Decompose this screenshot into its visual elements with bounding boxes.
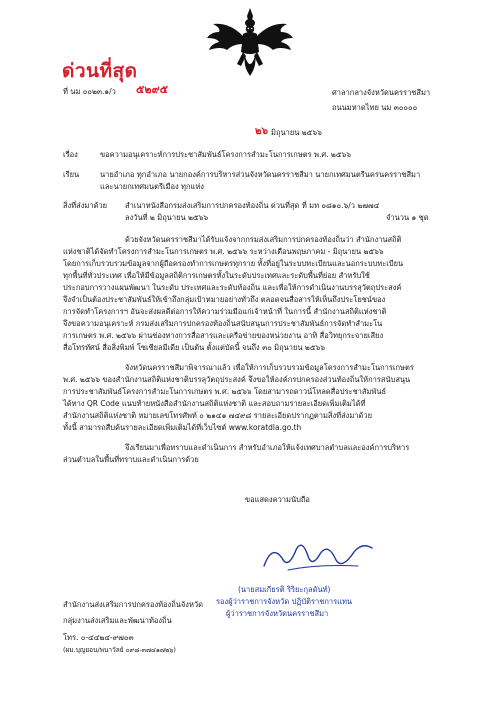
paragraph-line: พ.ศ. ๒๕๖๖ ของสำนักงานสถิติแห่งชาติบรรลุวัตถุประสงค์ จึงขอให้องค์กรปกครองส่วนท้องถิ่นให้การสนับสนุน xyxy=(63,375,411,384)
attachment-line-2: ลงวันที่ ๒ มิถุนายน ๒๕๖๖ xyxy=(125,213,209,222)
document-number: ที่ นม ๐๐๒๓.๑/ว xyxy=(63,87,116,96)
paragraph-line: ได้ทาง QR Code แนบท้ายหนังสือสำนักงานสถิติแห่งชาติ และสอบถามรายละเอียดเพิ่มเติมได้ที่ xyxy=(63,399,366,408)
paragraph-line: ทั้งนี้ สามารถสืบค้นรายละเอียดเพิ่มเติมได้ที่เว็บไซต์ www.koratdla.go.th xyxy=(63,423,302,432)
footer-office: สำนักงานส่งเสริมการปกครองท้องถิ่นจังหวัด xyxy=(63,600,203,609)
urgent-label: ด่วนที่สุด xyxy=(62,60,138,82)
attachment-label: สิ่งที่ส่งมาด้วย xyxy=(63,201,108,210)
paragraph-line: จึงขอความอนุเคราะห์ กรมส่งเสริมการปกครองท้องถิ่นสนับสนุนการประชาสัมพันธ์การจัดทำสำมะโน xyxy=(63,319,383,328)
closing-regards: ขอแสดงความนับถือ xyxy=(245,495,310,504)
date-day: ๒๖ xyxy=(255,126,268,137)
footer-phone: โทร. ๐-๔๔๒๔-๙๗๐๓ xyxy=(63,633,134,642)
paragraph-line: จึงจำเป็นต้องประชาสัมพันธ์ให้เข้าถึงกลุ่มเป้าหมายอย่างทั่วถึง ตลอดจนสื่อสารให้เห็นถึงประโยชน์ของ xyxy=(63,295,386,304)
paragraph-line: จึงเรียนมาเพื่อทราบและดำเนินการ สำหรับอำเภอให้แจ้งเทศบาลตำบลและองค์การบริหาร xyxy=(125,443,410,452)
date-month-year: มิถุนายน ๒๕๖๖ xyxy=(271,128,322,137)
subject-label: เรื่อง xyxy=(63,150,78,159)
paragraph-line: การเกษตร พ.ศ. ๒๕๖๖ ผ่านช่องทางการสื่อสารและเครือข่ายของหน่วยงาน อาทิ สื่อวิทยุกระจายเสียง xyxy=(63,331,384,340)
attachment-count: จำนวน ๑ ชุด xyxy=(386,213,429,222)
office-name: ศาลากลางจังหวัดนครราชสีมา xyxy=(332,88,431,97)
garuda-emblem-icon xyxy=(205,6,295,80)
recipient-label: เรียน xyxy=(63,170,80,179)
paragraph-line: ประกอบการวางแผนพัฒนา ในระดับ ประเทศและระดับท้องถิ่น และเพื่อให้การดำเนินงานบรรลุวัตถุประสงค์ xyxy=(63,283,402,292)
paragraph-line: โดยการเก็บรวบรวมข้อมูลจากผู้ถือครองทำการเกษตรทุกราย ทั้งที่อยู่ในระบบทะเบียนและนอกระบบทะเบียน xyxy=(63,259,404,268)
paragraph-line: สื่อโทรทัศน์ สื่อสิ่งพิมพ์ โซเชียลมีเดีย เป็นต้น ตั้งแต่บัดนี้ จนถึง ๓๐ มิถุนายน ๒๕๖๖ xyxy=(63,343,326,352)
document-number-handwritten: ๕๒๙๕ xyxy=(136,83,168,96)
paragraph-line: ด้วยจังหวัดนครราชสีมาได้รับแจ้งจากกรมส่งเสริมการปกครองท้องถิ่นว่า สำนักงานสถิติ xyxy=(125,235,402,244)
recipient-line-2: และนายกเทศมนตรีเมือง ทุกแห่ง xyxy=(100,182,204,191)
office-address: ถนนมหาดไทย นม ๓๐๐๐๐ xyxy=(332,103,418,112)
signer-title-1: รองผู้ว่าราชการจังหวัด ปฏิบัติราชการแทน xyxy=(216,597,353,606)
paragraph-line: การประชาสัมพันธ์โครงการสำมะโนการเกษตร พ.ศ. ๒๕๖๖ โดยสามารถดาวน์โหลดสื่อประชาสัมพันธ์ xyxy=(63,387,387,396)
recipient-line-1: นายอำเภอ ทุกอำเภอ นายกองค์การบริหารส่วนจังหวัดนครราชสีมา นายกเทศมนตรีนครนครราชสีมา xyxy=(100,170,421,179)
footer-group: กลุ่มงานส่งเสริมและพัฒนาท้องถิ่น xyxy=(63,616,172,625)
paragraph-line: ส่วนตำบลในพื้นที่ทราบและดำเนินการด้วย xyxy=(63,455,199,464)
paragraph-line: แห่งชาติได้จัดทำโครงการสำมะโนการเกษตร พ.ศ. ๒๕๖๖ ระหว่างเดือนพฤษภาคม - มิถุนายน ๒๕๖๖ xyxy=(63,247,384,256)
paragraph-line: การจัดทำโครงการฯ อันจะส่งผลดีต่อการให้ความร่วมมือแก่เจ้าหน้าที่ ในการนี้ สำนักงานสถิติแห่งชาติ xyxy=(63,307,387,316)
attachment-line-1: สำเนาหนังสือกรมส่งเสริมการปกครองท้องถิ่น ด่วนที่สุด ที่ มท ๐๘๑๐.๖/ว ๒๗๗๔ xyxy=(125,201,380,210)
paragraph-line: จังหวัดนครราชสีมาพิจารณาแล้ว เพื่อให้การเก็บรวบรวมข้อมูลโครงการสำมะโนการเกษตร xyxy=(125,363,414,372)
handwritten-signature-icon xyxy=(258,536,378,576)
subject-text: ขอความอนุเคราะห์การประชาสัมพันธ์โครงการสำมะโนการเกษตร พ.ศ. ๒๕๖๖ xyxy=(100,150,352,159)
footer-reference: (ผม.บุญยอน/พนาวัลย์ ๐๙๘-๓๗๔๑๗๒๖) xyxy=(63,646,176,654)
paragraph-line: ทุกพื้นที่ทั่วประเทศ เพื่อให้มีข้อมูลสถิติการเกษตรทั้งในระดับประเทศและระดับพื้นที่ย่อย สำหรับใช้ xyxy=(63,271,370,280)
signer-name: (นายสมเกียรติ ริริยะกุลดันท์) xyxy=(238,585,331,594)
signer-title-2: ผู้ว่าราชการจังหวัดนครราชสีมา xyxy=(226,609,329,618)
paragraph-line: สำนักงานสถิติแห่งชาติ หมายเลขโทรศัพท์ ๐ ๒๑๔๑ ๗๔๙๘ รายละเอียดปรากฏตามสิ่งที่ส่งมาด้วย xyxy=(63,411,372,420)
